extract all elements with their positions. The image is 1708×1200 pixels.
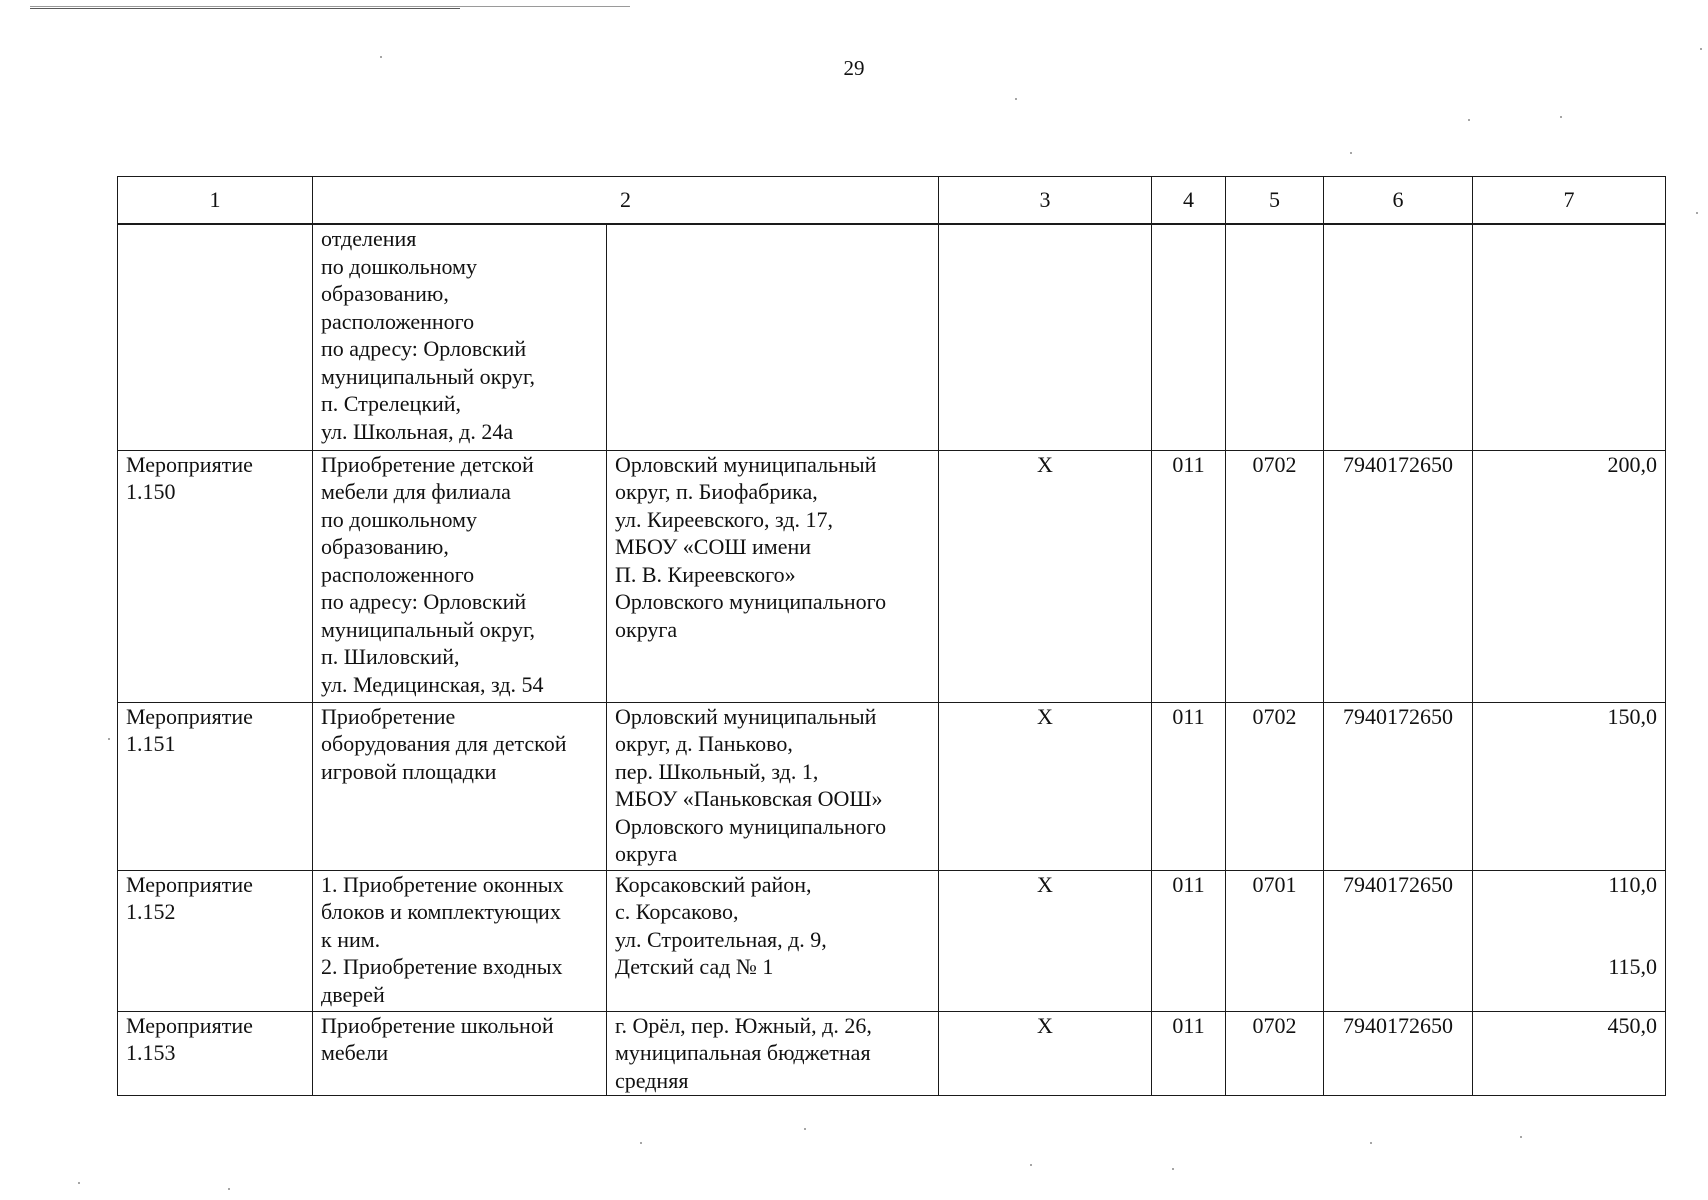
cell-col3: X [939, 450, 1152, 702]
cell-description: Приобретение оборудования для детской игровой площадки [313, 702, 607, 870]
header-col-1: 1 [118, 177, 313, 225]
scan-artifact-line [30, 6, 630, 7]
cell-item: Мероприятие 1.150 [118, 450, 313, 702]
amount-second: 115,0 [1608, 954, 1657, 979]
scan-speck [78, 1182, 80, 1184]
cell-col3 [939, 224, 1152, 450]
page-number [0, 56, 1708, 81]
cell-description: 1. Приобретение оконных блоков и комплектующих к ним. 2. Приобретение входных дверей [313, 870, 607, 1011]
cell-address: Корсаковский район, с. Корсаково, ул. Строительная, д. 9, Детский сад № 1 [607, 870, 939, 1011]
scan-speck [640, 1142, 642, 1144]
cell-address [607, 224, 939, 450]
cell-col6: 7940172650 [1324, 702, 1473, 870]
cell-col5: 0702 [1226, 702, 1324, 870]
cell-address: Орловский муниципальный округ, п. Биофабрика, ул. Киреевского, зд. 17, МБОУ «СОШ имени П. В. Киреевского» Орловского муниципального округа [607, 450, 939, 702]
cell-col6: 7940172650 [1324, 1011, 1473, 1095]
header-col-2: 2 [313, 177, 939, 225]
cell-description: отделения по дошкольному образованию, расположенного по адресу: Орловский муниципальный округ, п. Стрелецкий, ул. Школьная, д. 24а [313, 224, 607, 450]
scan-speck [804, 1128, 806, 1130]
page-number-text: 29 [843, 56, 865, 80]
cell-address: Орловский муниципальный округ, д. Паньково, пер. Школьный, зд. 1, МБОУ «Паньковская ООШ» Орловского муниципального округа [607, 702, 939, 870]
cell-col4: 011 [1152, 702, 1226, 870]
table-row-1-153 [118, 1011, 1666, 1095]
scan-speck [228, 1188, 230, 1190]
header-col-7: 7 [1473, 177, 1666, 225]
cell-col3: X [939, 870, 1152, 1011]
header-col-4: 4 [1152, 177, 1226, 225]
cell-description: Приобретение детской мебели для филиала по дошкольному образованию, расположенного по адресу: Орловский муниципальный округ, п. Шиловский, ул. Медицинская, зд. 54 [313, 450, 607, 702]
amount-spacer [1481, 898, 1657, 953]
cell-item [118, 224, 313, 450]
table-row-1-152 [118, 870, 1666, 1011]
scan-speck [1560, 116, 1562, 118]
cell-col4: 011 [1152, 1011, 1226, 1095]
header-col-6: 6 [1324, 177, 1473, 225]
table-row-continuation [118, 224, 1666, 450]
cell-col3: X [939, 702, 1152, 870]
table-row-1-150 [118, 450, 1666, 702]
cell-col4 [1152, 224, 1226, 450]
scan-speck [108, 738, 110, 740]
scan-speck [1696, 212, 1698, 214]
scan-speck [1015, 98, 1017, 100]
amount-first: 110,0 [1608, 871, 1657, 897]
cell-col5 [1226, 224, 1324, 450]
scan-speck [1520, 1136, 1522, 1138]
scan-speck [1370, 1142, 1372, 1144]
cell-col4: 011 [1152, 450, 1226, 702]
scan-speck [380, 56, 382, 58]
cell-address: г. Орёл, пер. Южный, д. 26, муниципальная бюджетная средняя [607, 1011, 939, 1095]
cell-col4: 011 [1152, 870, 1226, 1011]
cell-col5: 0702 [1226, 1011, 1324, 1095]
scan-artifact-line [30, 8, 460, 9]
cell-item: Мероприятие 1.153 [118, 1011, 313, 1095]
cell-col7: 200,0 [1473, 450, 1666, 702]
cell-col5: 0702 [1226, 450, 1324, 702]
cell-col7 [1473, 224, 1666, 450]
scan-speck [1172, 1168, 1174, 1170]
cell-col6: 7940172650 [1324, 450, 1473, 702]
cell-item: Мероприятие 1.152 [118, 870, 313, 1011]
cell-col6 [1324, 224, 1473, 450]
cell-col6: 7940172650 [1324, 870, 1473, 1011]
scan-speck [1030, 1164, 1032, 1166]
cell-description: Приобретение школьной мебели [313, 1011, 607, 1095]
cell-col5: 0701 [1226, 870, 1324, 1011]
header-col-3: 3 [939, 177, 1152, 225]
table-header-row [118, 177, 1666, 225]
scan-speck [1468, 119, 1470, 121]
scan-speck [1700, 48, 1702, 50]
cell-item: Мероприятие 1.151 [118, 702, 313, 870]
header-col-5: 5 [1226, 177, 1324, 225]
scan-speck [1350, 152, 1352, 154]
budget-measures-table [117, 176, 1666, 1096]
cell-col7 [1473, 870, 1666, 1011]
cell-col7: 150,0 [1473, 702, 1666, 870]
table-row-1-151 [118, 702, 1666, 870]
cell-col7: 450,0 [1473, 1011, 1666, 1095]
cell-col3: X [939, 1011, 1152, 1095]
